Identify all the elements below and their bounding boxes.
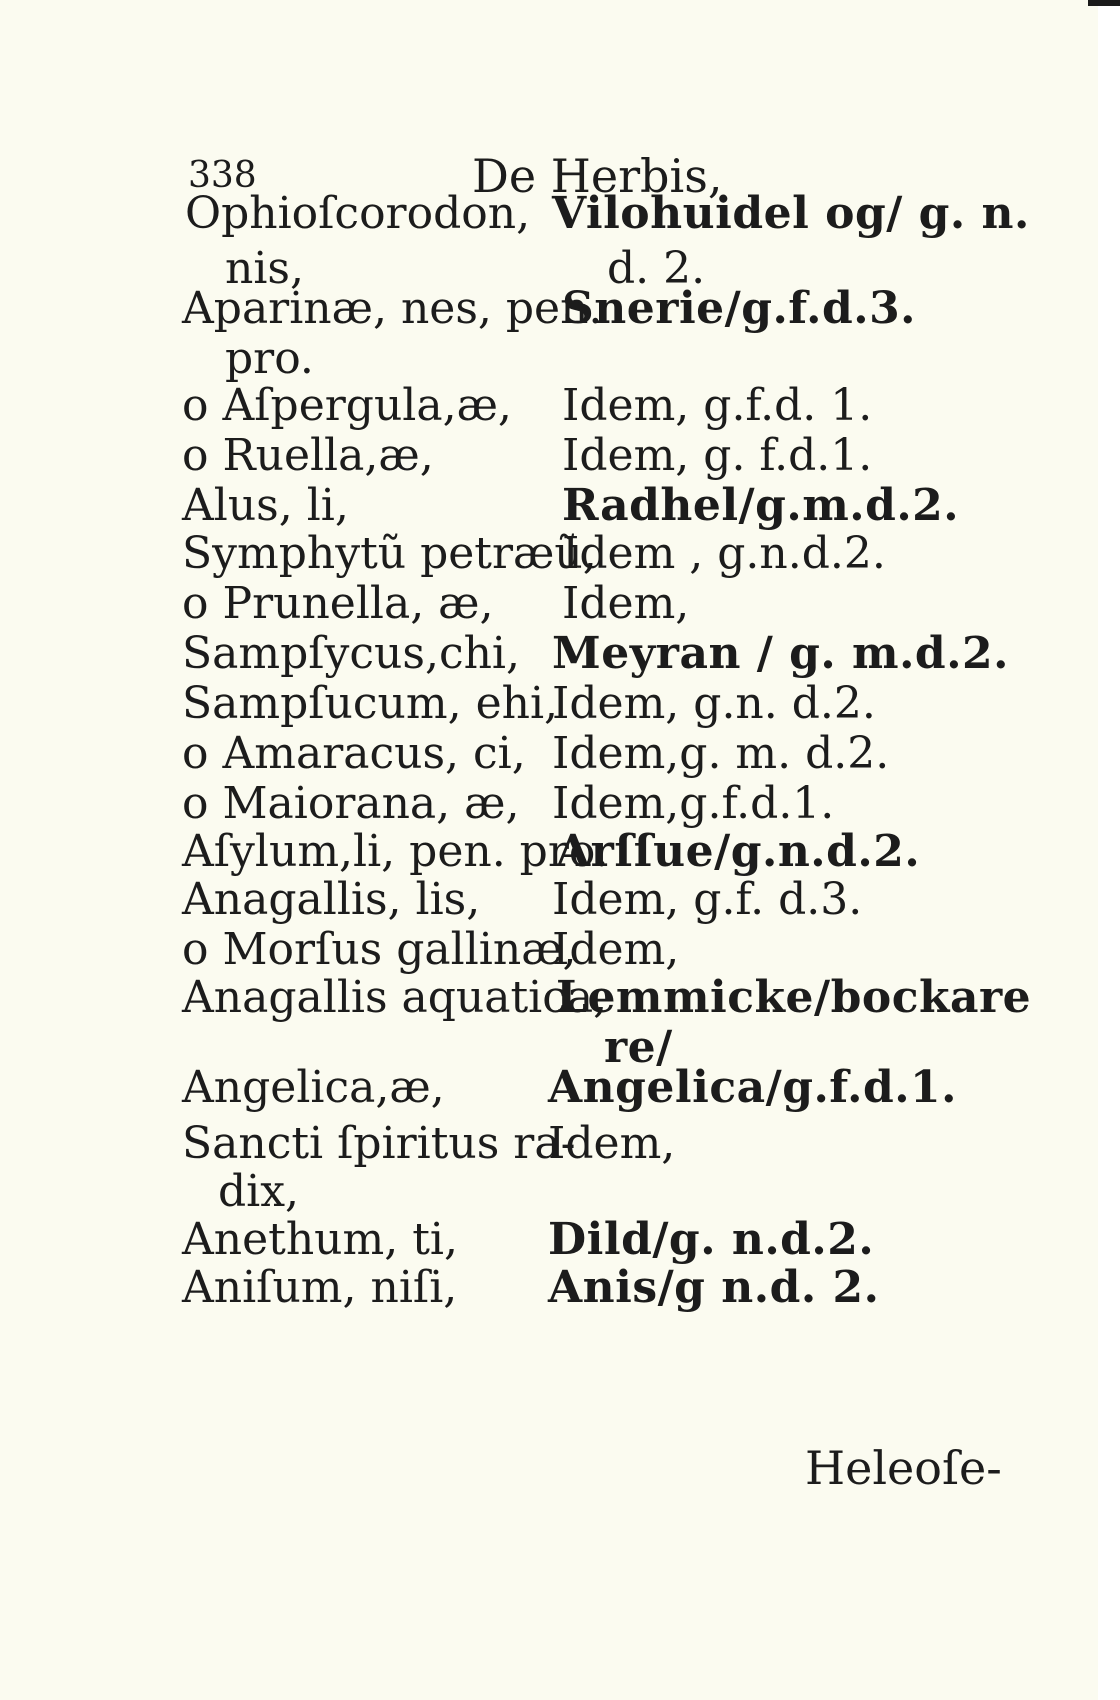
entry-vernacular-gloss: Idem, g.f. d.3. [552,874,863,925]
entry-latin-name: Symphytũ petræũ, [182,528,597,579]
entry-vernacular-gloss: Idem, g.f.d. 1. [562,380,873,431]
entry-vernacular-gloss: Idem, g.n. d.2. [552,678,876,729]
entry-latin-name: Anagallis, lis, [182,874,481,925]
entry-latin-name: Aparinæ, nes, pen. [182,283,603,334]
entry-vernacular-gloss: Dild/g. n.d.2. [548,1214,875,1265]
entry-latin-name: Ophioſcorodon, [185,188,531,239]
page-margin-strip [1098,0,1120,1700]
entry-latin-name: pro. [225,333,314,384]
entry-vernacular-gloss: Idem,g. m. d.2. [552,728,890,779]
entry-latin-name: Angelica,æ, [182,1062,445,1113]
entry-vernacular-gloss: Idem, [548,1118,676,1169]
entry-latin-name: Alus, li, [182,480,349,531]
entry-vernacular-gloss: Snerie/g.f.d.3. [562,283,916,334]
entry-vernacular-gloss: d. 2. [607,243,706,294]
catchword: Heleoſe- [805,1441,1002,1495]
entry-latin-name: dix, [218,1166,300,1217]
entry-vernacular-gloss: Idem, g. f.d.1. [562,430,873,481]
entry-vernacular-gloss: Idem, [552,924,680,975]
entry-latin-name: o Maiorana, æ, [182,778,520,829]
entry-latin-name: Sampſycus,chi, [182,628,520,679]
entry-vernacular-gloss: Idem, [562,578,690,629]
entry-vernacular-gloss: Vilohuidel og/ g. n. [552,188,1030,239]
entry-latin-name: o Ruella,æ, [182,430,434,481]
page-number: 338 [188,155,257,196]
entry-vernacular-gloss: Idem , g.n.d.2. [562,528,886,579]
entry-vernacular-gloss: Lemmicke/bockare [556,972,1032,1023]
entry-vernacular-gloss: re/ [604,1022,673,1073]
entry-vernacular-gloss: Anis/g n.d. 2. [548,1262,880,1313]
entry-latin-name: Aniſum, niſi, [182,1262,458,1313]
entry-latin-name: o Prunella, æ, [182,578,494,629]
entry-vernacular-gloss: Meyran / g. m.d.2. [552,628,1009,679]
entry-latin-name: Aſylum,li, pen. pro. [182,826,609,877]
entry-vernacular-gloss: Arſſue/g.n.d.2. [556,826,921,877]
entry-latin-name: o Aſpergula,æ, [182,380,512,431]
running-title: De Herbis, [472,149,723,203]
entry-vernacular-gloss: Radhel/g.m.d.2. [562,480,960,531]
entry-latin-name: Sampſucum, ehi, [182,678,558,729]
entry-latin-name: o Morſus gallinæ, [182,924,577,975]
entry-latin-name: Anagallis aquatica, [182,972,608,1023]
entry-latin-name: Sancti ſpiritus ra- [182,1118,576,1169]
entry-latin-name: Anethum, ti, [182,1214,458,1265]
entry-vernacular-gloss: Idem,g.f.d.1. [552,778,835,829]
entry-latin-name: o Amaracus, ci, [182,728,526,779]
entry-vernacular-gloss: Angelica/g.f.d.1. [548,1062,957,1113]
entry-latin-name: nis, [225,243,304,294]
